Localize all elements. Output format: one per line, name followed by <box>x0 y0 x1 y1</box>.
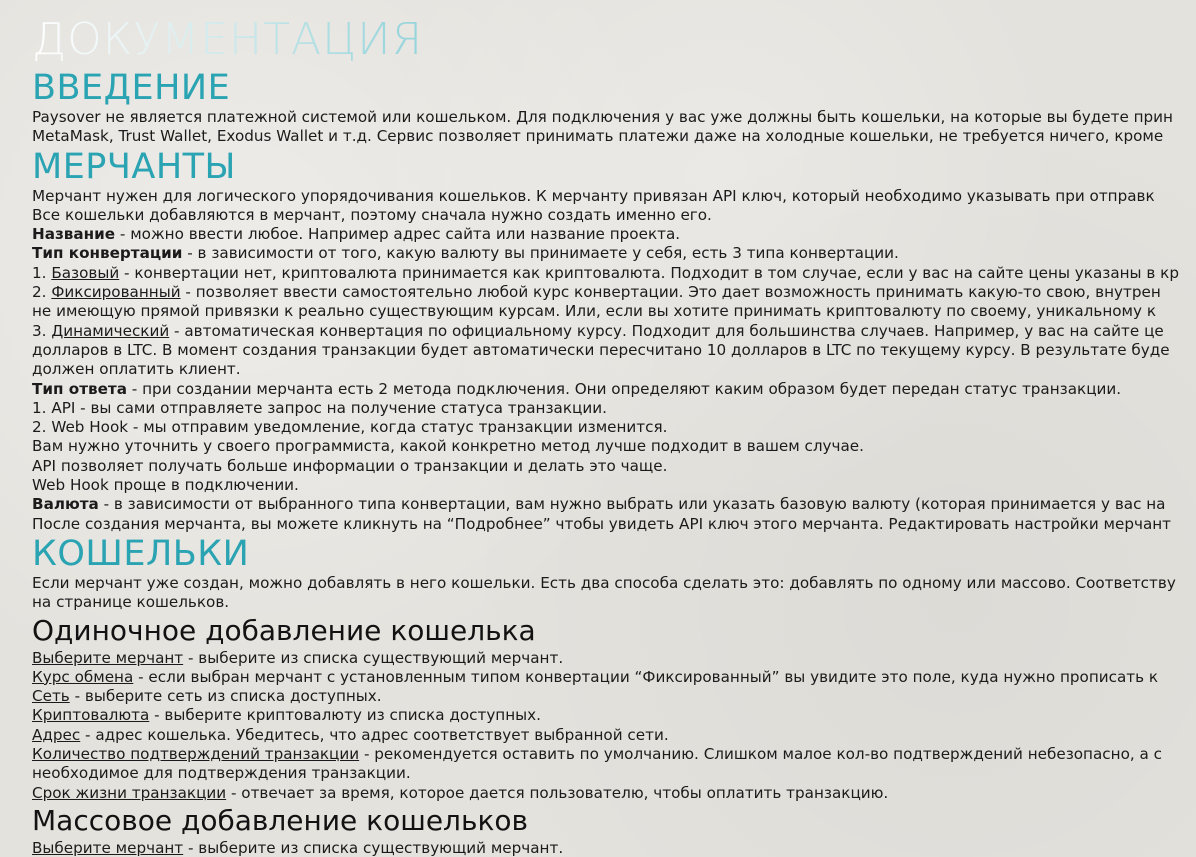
single-confirmations-continuation: необходимое для подтверждения транзакции. <box>32 764 411 783</box>
single-network-text: - выберите сеть из списка доступных. <box>69 687 382 706</box>
page-title: ДОКУМЕНТАЦИЯ <box>32 12 1196 68</box>
response-webhook-simpler: Web Hook проще в подключении. <box>32 476 299 495</box>
single-address-field <box>32 726 1196 745</box>
single-crypto-text: - выберите криптовалюту из списка доступных. <box>149 706 541 725</box>
single-merchant-link: Выберите мерчант <box>32 648 184 667</box>
single-merchant-text: - выберите из списка существующий мерчант. <box>183 648 564 667</box>
intro-paragraph-line-1: Paysover не является платежной системой или кошельком. Для подключения у вас уже должны быть кошельки, на которые вы будете прин <box>32 108 1173 126</box>
single-confirmations-field <box>32 745 1196 764</box>
response-type-description <box>32 380 1196 399</box>
currency-description <box>32 495 1196 514</box>
conversion-basic-text: - конвертации нет, криптовалюта принимается как криптовалюта. Подходит в том случае, если у вас на сайте цены указаны в кр <box>119 263 1179 282</box>
conversion-dynamic-continuation-1: долларов в LTC. В момент создания транзакции будет автоматически пересчитано 10 долларов в LTC по текущему курсу. В результате буде <box>32 340 1170 359</box>
single-merchant-field <box>32 649 1196 668</box>
conversion-dynamic-text: - автоматическая конвертация по официальному курсу. Подходит для большинства случаев. Например, у вас на сайте це <box>169 321 1164 340</box>
single-ttl-link: Срок жизни транзакции <box>32 783 227 802</box>
wallets-text-line-1: Если мерчант уже создан, можно добавлять в него кошельки. Есть два способа сделать это: добавлять по одному или массово. Соответству <box>32 573 1176 592</box>
conversion-basic-number: 1. <box>32 263 52 282</box>
single-ttl-field <box>32 784 1196 803</box>
intro-paragraph-line-2: MetaMask, Trust Wallet, Exodus Wallet и т.д. Сервис позволяет принимать платежи даже на холодные кошельки, не требуется ничего, кроме <box>32 127 1164 146</box>
merchant-name-field-description <box>32 225 1196 244</box>
after-merchant-creation: После создания мерчанта, вы можете кликнуть на “Подробнее” чтобы увидеть API ключ этого мерчанта. Редактировать настройки мерчант <box>32 514 1172 533</box>
conversion-dynamic-number: 3. <box>32 321 52 340</box>
mass-merchant-text: - выберите из списка существующий мерчант. <box>183 838 564 857</box>
response-webhook-item: 2. Web Hook - мы отправим уведомление, когда статус транзакции изменится. <box>32 418 668 437</box>
single-crypto-field <box>32 706 1196 725</box>
conversion-fixed-continuation: не имеющую прямой привязки к реально существующим курсам. Или, если вы хотите принимать криптовалюту по своему, уникальному к <box>32 302 1156 321</box>
response-api-item: 1. API - вы сами отправляете запрос на получение статуса транзакции. <box>32 398 607 417</box>
currency-text: - в зависимости от выбранного типа конвертации, вам нужно выбрать или указать базовую валюту (которая принимается у вас на <box>98 495 1166 514</box>
response-ask-programmer: Вам нужно уточнить у своего программиста, какой конкретно метод лучше подходит в вашем случае. <box>32 437 864 456</box>
mass-merchant-link: Выберите мерчант <box>32 838 184 857</box>
single-network-field <box>32 687 1196 706</box>
conversion-dynamic-continuation-2: должен оплатить клиент. <box>32 360 241 379</box>
conversion-type-description <box>32 244 1196 263</box>
section-heading-wallets: КОШЕЛЬКИ <box>32 533 250 574</box>
single-rate-text: - если выбран мерчант с установленным типом конвертации “Фиксированный” вы увидите это поле, куда нужно прописать к <box>133 667 1159 686</box>
single-address-link: Адрес <box>32 725 81 744</box>
conversion-basic-link: Базовый <box>51 263 120 282</box>
section-heading-merchants: МЕРЧАНТЫ <box>32 146 236 187</box>
documentation-page <box>32 12 1196 857</box>
single-rate-field <box>32 668 1196 687</box>
section-heading-intro: ВВЕДЕНИЕ <box>32 68 231 108</box>
conversion-dynamic-link: Динамический <box>51 321 170 340</box>
conversion-type-label: Тип конвертации <box>32 244 183 263</box>
merchant-name-text: - можно ввести любое. Например адрес сайта или название проекта. <box>115 225 681 244</box>
merchant-name-label: Название <box>32 225 116 244</box>
single-crypto-link: Криптовалюта <box>32 706 150 725</box>
single-confirmations-text: - рекомендуется оставить по умолчанию. Слишком малое кол-во подтверждений небезопасно, а с <box>359 745 1163 764</box>
single-address-text: - адрес кошелька. Убедитесь, что адрес соответствует выбранной сети. <box>80 725 669 744</box>
single-rate-link: Курс обмена <box>32 667 134 686</box>
conversion-fixed-link: Фиксированный <box>51 283 181 302</box>
conversion-basic-item <box>32 264 1196 283</box>
single-confirmations-link: Количество подтверждений транзакции <box>32 745 360 764</box>
conversion-type-text: - в зависимости от того, какую валюту вы принимаете у себя, есть 3 типа конвертации. <box>182 244 899 263</box>
conversion-fixed-item <box>32 283 1196 302</box>
response-type-label: Тип ответа <box>32 379 127 398</box>
merchants-text-line-2: Все кошельки добавляются в мерчант, поэтому сначала нужно создать именно его. <box>32 205 712 224</box>
mass-merchant-field <box>32 839 1196 857</box>
single-ttl-text: - отвечает за время, которое дается пользователю, чтобы оплатить транзакцию. <box>226 783 889 802</box>
merchants-text-line-1: Мерчант нужен для логического упорядочивания кошельков. К мерчанту привязан API ключ, который необходимо указывать при отправк <box>32 186 1155 205</box>
single-network-link: Сеть <box>32 687 70 706</box>
conversion-fixed-text: - позволяет ввести самостоятельно любой курс конвертации. Это дает возможность принимать какую-то свою, внутрен <box>180 283 1161 302</box>
wallets-text-line-2: на странице кошельков. <box>32 593 230 612</box>
conversion-dynamic-item <box>32 322 1196 341</box>
response-type-text: - при создании мерчанта есть 2 метода подключения. Они определяют каким образом будет передан статус транзакции. <box>126 379 1122 398</box>
subheading-single-wallet: Одиночное добавление кошелька <box>32 613 536 647</box>
response-api-more-info: API позволяет получать больше информации о транзакции и делать это чаще. <box>32 456 668 475</box>
currency-label: Валюта <box>32 495 99 514</box>
conversion-fixed-number: 2. <box>32 283 52 302</box>
subheading-mass-wallets: Массовое добавление кошельков <box>32 803 529 837</box>
